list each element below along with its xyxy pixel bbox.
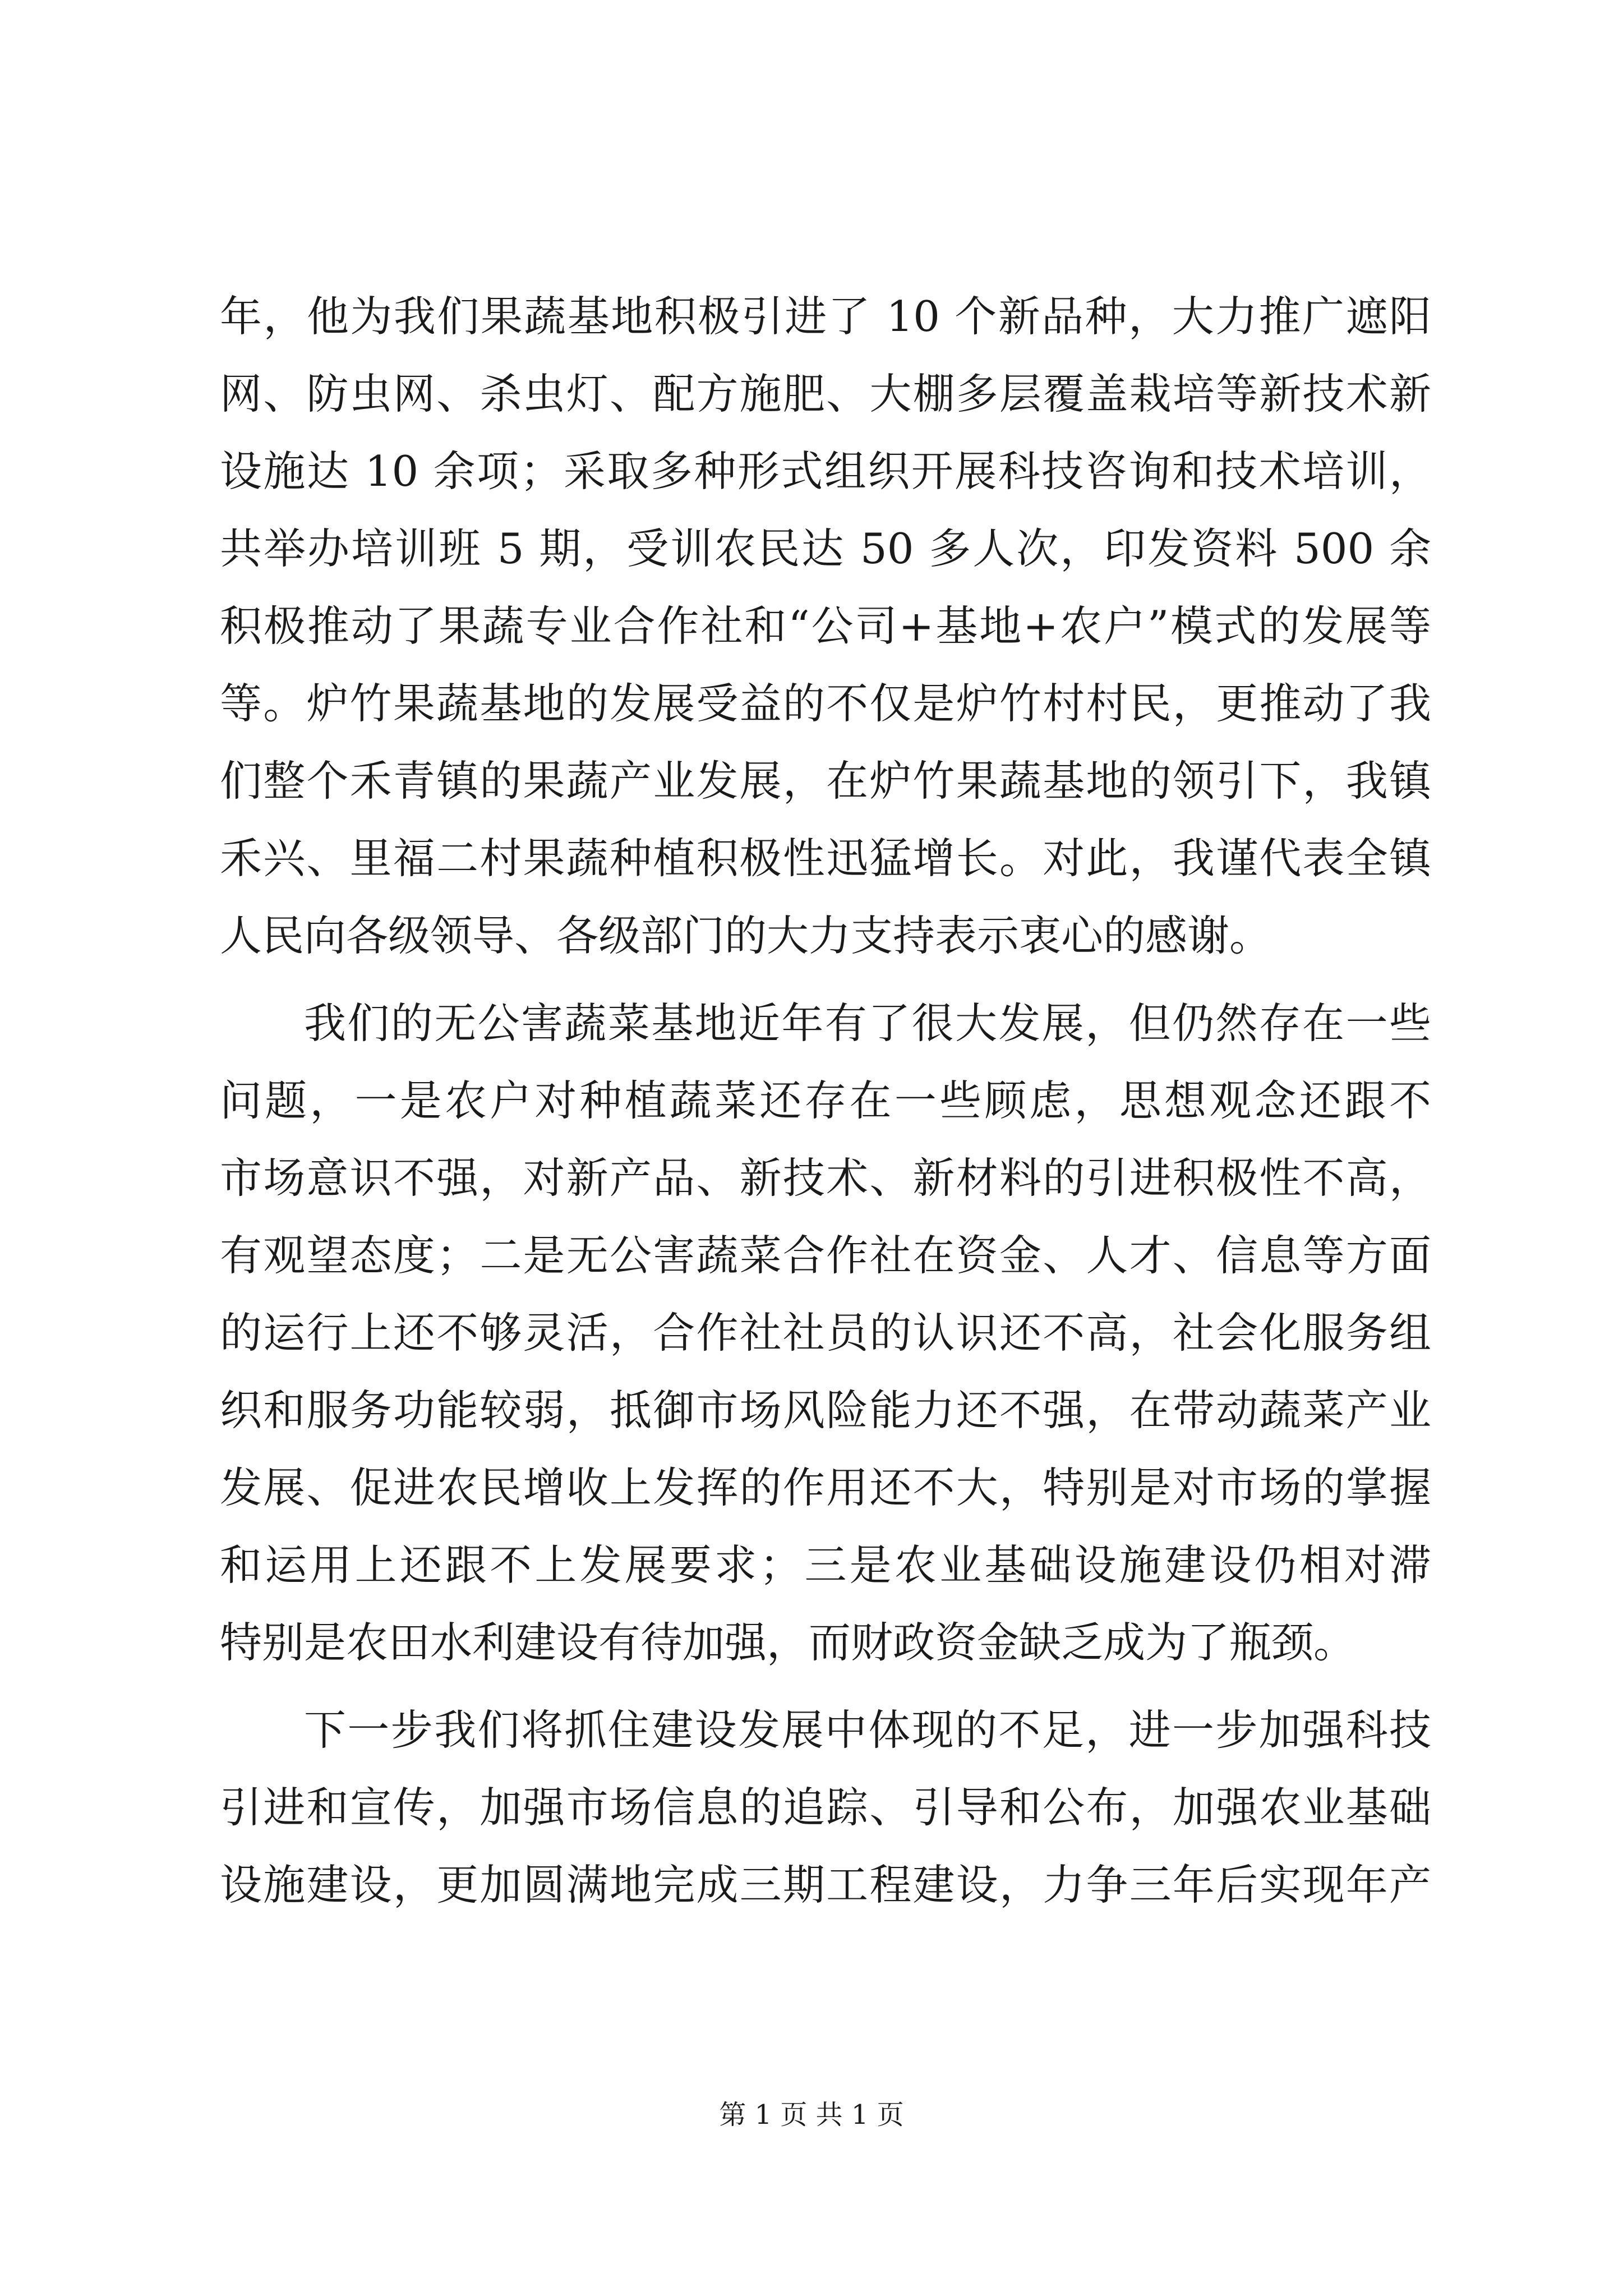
text-line: 我们的无公害蔬菜基地近年有了很大发展，但仍然存在一些 xyxy=(304,999,1431,1048)
text-line: 人民向各级领导、各级部门的大力支持表示衷心的感谢。 xyxy=(220,911,1272,960)
text-line: 特别是农田水利建设有待加强，而财政资金缺乏成为了瓶颈。 xyxy=(220,1618,1356,1667)
body-text xyxy=(220,278,1431,1924)
text-line: 设施建设，更加圆满地完成三期工程建设，力争三年后实现年产 xyxy=(220,1860,1431,1910)
text-line: 设施达 10 余项；采取多种形式组织开展科技咨询和技术培训， xyxy=(220,447,1431,496)
text-line: 织和服务功能较弱，抵御市场风险能力还不强，在带动蔬菜产业 xyxy=(220,1386,1431,1435)
text-line: 们整个禾青镇的果蔬产业发展，在炉竹果蔬基地的领引下，我镇 xyxy=(220,756,1431,806)
text-line: 发展、促进农民增收上发挥的作用还不大，特别是对市场的掌握 xyxy=(220,1463,1431,1512)
text-line: 禾兴、里福二村果蔬种植积极性迅猛增长。对此，我谨代表全镇 xyxy=(220,834,1431,883)
page-number-label: 第 1 页 共 1 页 xyxy=(719,2099,904,2131)
text-line: 等。炉竹果蔬基地的发展受益的不仅是炉竹村村民，更推动了我 xyxy=(220,679,1431,728)
text-line: 共举办培训班 5 期，受训农民达 50 多人次，印发资料 500 余 xyxy=(220,524,1431,573)
text-line: 网、防虫网、杀虫灯、配方施肥、大棚多层覆盖栽培等新技术新 xyxy=(220,369,1431,418)
text-line: 和运用上还跟不上发展要求；三是农业基础设施建设仍相对滞 xyxy=(220,1540,1431,1590)
text-line: 下一步我们将抓住建设发展中体现的不足，进一步加强科技 xyxy=(304,1705,1431,1755)
text-line: 有观望态度；二是无公害蔬菜合作社在资金、人才、信息等方面 xyxy=(220,1231,1431,1280)
text-line: 年，他为我们果蔬基地积极引进了 10 个新品种，大力推广遮阳 xyxy=(220,292,1431,341)
text-line: 积极推动了果蔬专业合作社和“公司+基地+农户”模式的发展等 xyxy=(220,601,1431,651)
text-line: 引进和宣传，加强市场信息的追踪、引导和公布，加强农业基础 xyxy=(220,1783,1431,1832)
paragraph-2 xyxy=(220,984,1431,1681)
text-line: 问题，一是农户对种植蔬菜还存在一些顾虑，思想观念还跟不 xyxy=(220,1076,1431,1125)
paragraph-3 xyxy=(220,1691,1431,1924)
text-line: 市场意识不强，对新产品、新技术、新材料的引进积极性不高， xyxy=(220,1153,1431,1203)
page-footer xyxy=(0,2098,1623,2132)
text-line: 的运行上还不够灵活，合作社社员的认识还不高，社会化服务组 xyxy=(220,1308,1431,1358)
paragraph-1 xyxy=(220,278,1431,974)
